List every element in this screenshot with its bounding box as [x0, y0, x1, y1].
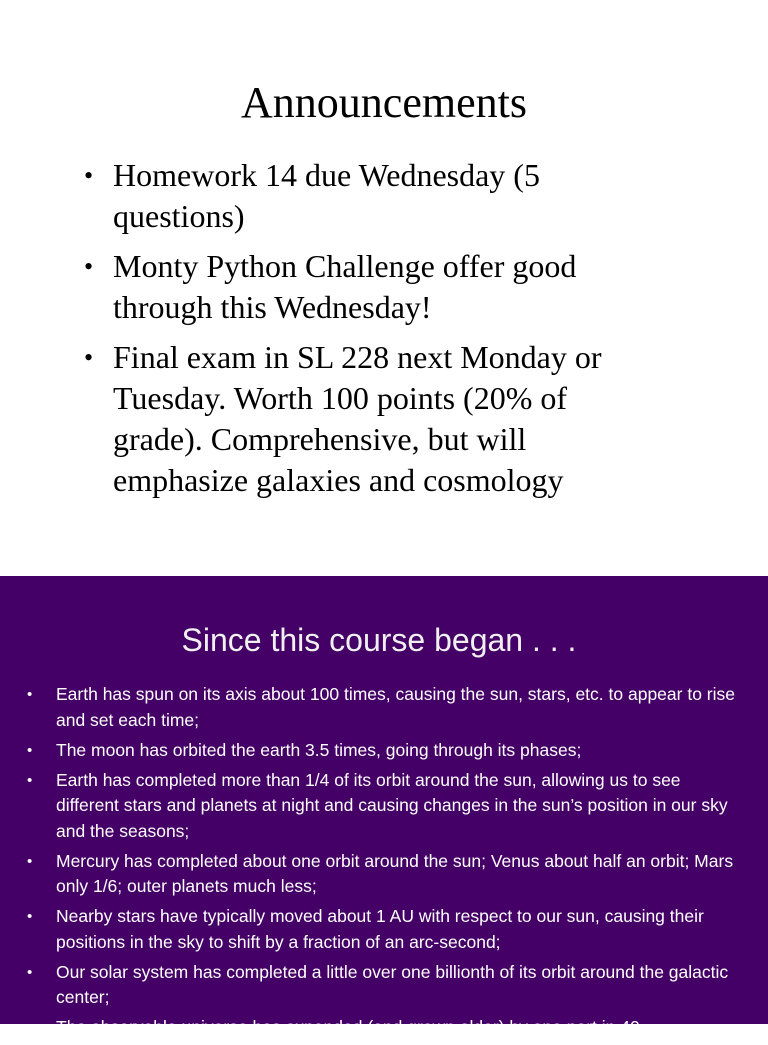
bullet-icon: • — [84, 343, 94, 372]
bullet-list — [84, 155, 644, 510]
bullet-icon: • — [27, 908, 33, 925]
list-item-text: Our solar system has completed a little over one billionth of its orbit around the galactic center; — [56, 961, 729, 1007]
slide-title: Announcements — [241, 78, 527, 127]
list-item-text: Final exam in SL 228 next Monday or Tuesday. Worth 100 points (20% of grade). Comprehensive, but will emphasize galaxies and cosmology — [113, 339, 602, 498]
bullet-icon: • — [84, 161, 94, 190]
list-item-text: Monty Python Challenge offer good through this Wednesday! — [113, 248, 577, 325]
list-item-text: Mercury has completed about one orbit around the sun; Venus about half an orbit; Mars only 1/6; outer planets much less; — [56, 850, 734, 896]
bullet-icon: • — [27, 963, 33, 981]
list-item — [27, 1015, 737, 1041]
list-item — [27, 768, 737, 845]
list-item — [84, 246, 644, 328]
list-item-text: Nearby stars have typically moved about 1 AU with respect to our sun, causing their positions in the sky to shift by a fraction of an arc-second; — [56, 906, 704, 952]
bullet-list — [27, 682, 737, 1045]
course-progress-slide — [0, 576, 768, 1037]
list-item — [27, 960, 737, 1011]
list-item — [84, 155, 644, 237]
bullet-icon: • — [27, 852, 33, 870]
slide-title: Since this course began . . . — [181, 622, 577, 658]
list-item-text: Homework 14 due Wednesday (5 questions) — [113, 157, 540, 234]
list-item-text: The moon has orbited the earth 3.5 times, going through its phases; — [56, 739, 582, 760]
list-item — [27, 682, 737, 733]
list-item — [27, 738, 737, 764]
list-item-text: The observable universe has expanded (and grown older) by one part in 40 — [56, 1017, 640, 1037]
list-item — [27, 904, 737, 955]
bullet-icon: • — [27, 1019, 33, 1036]
list-item-text: Earth has completed more than 1/4 of its orbit around the sun, allowing us to see different stars and planets at night and causing changes in the sun’s position in our sky and the seasons; — [56, 769, 728, 841]
bullet-icon: • — [27, 771, 33, 789]
list-item — [84, 337, 644, 501]
list-item — [27, 849, 737, 900]
list-item-text: Earth has spun on its axis about 100 times, causing the sun, stars, etc. to appear to rise and set each time; — [56, 684, 735, 730]
bullet-icon: • — [27, 741, 33, 759]
bullet-icon: • — [27, 686, 33, 703]
bullet-icon: • — [84, 252, 94, 281]
